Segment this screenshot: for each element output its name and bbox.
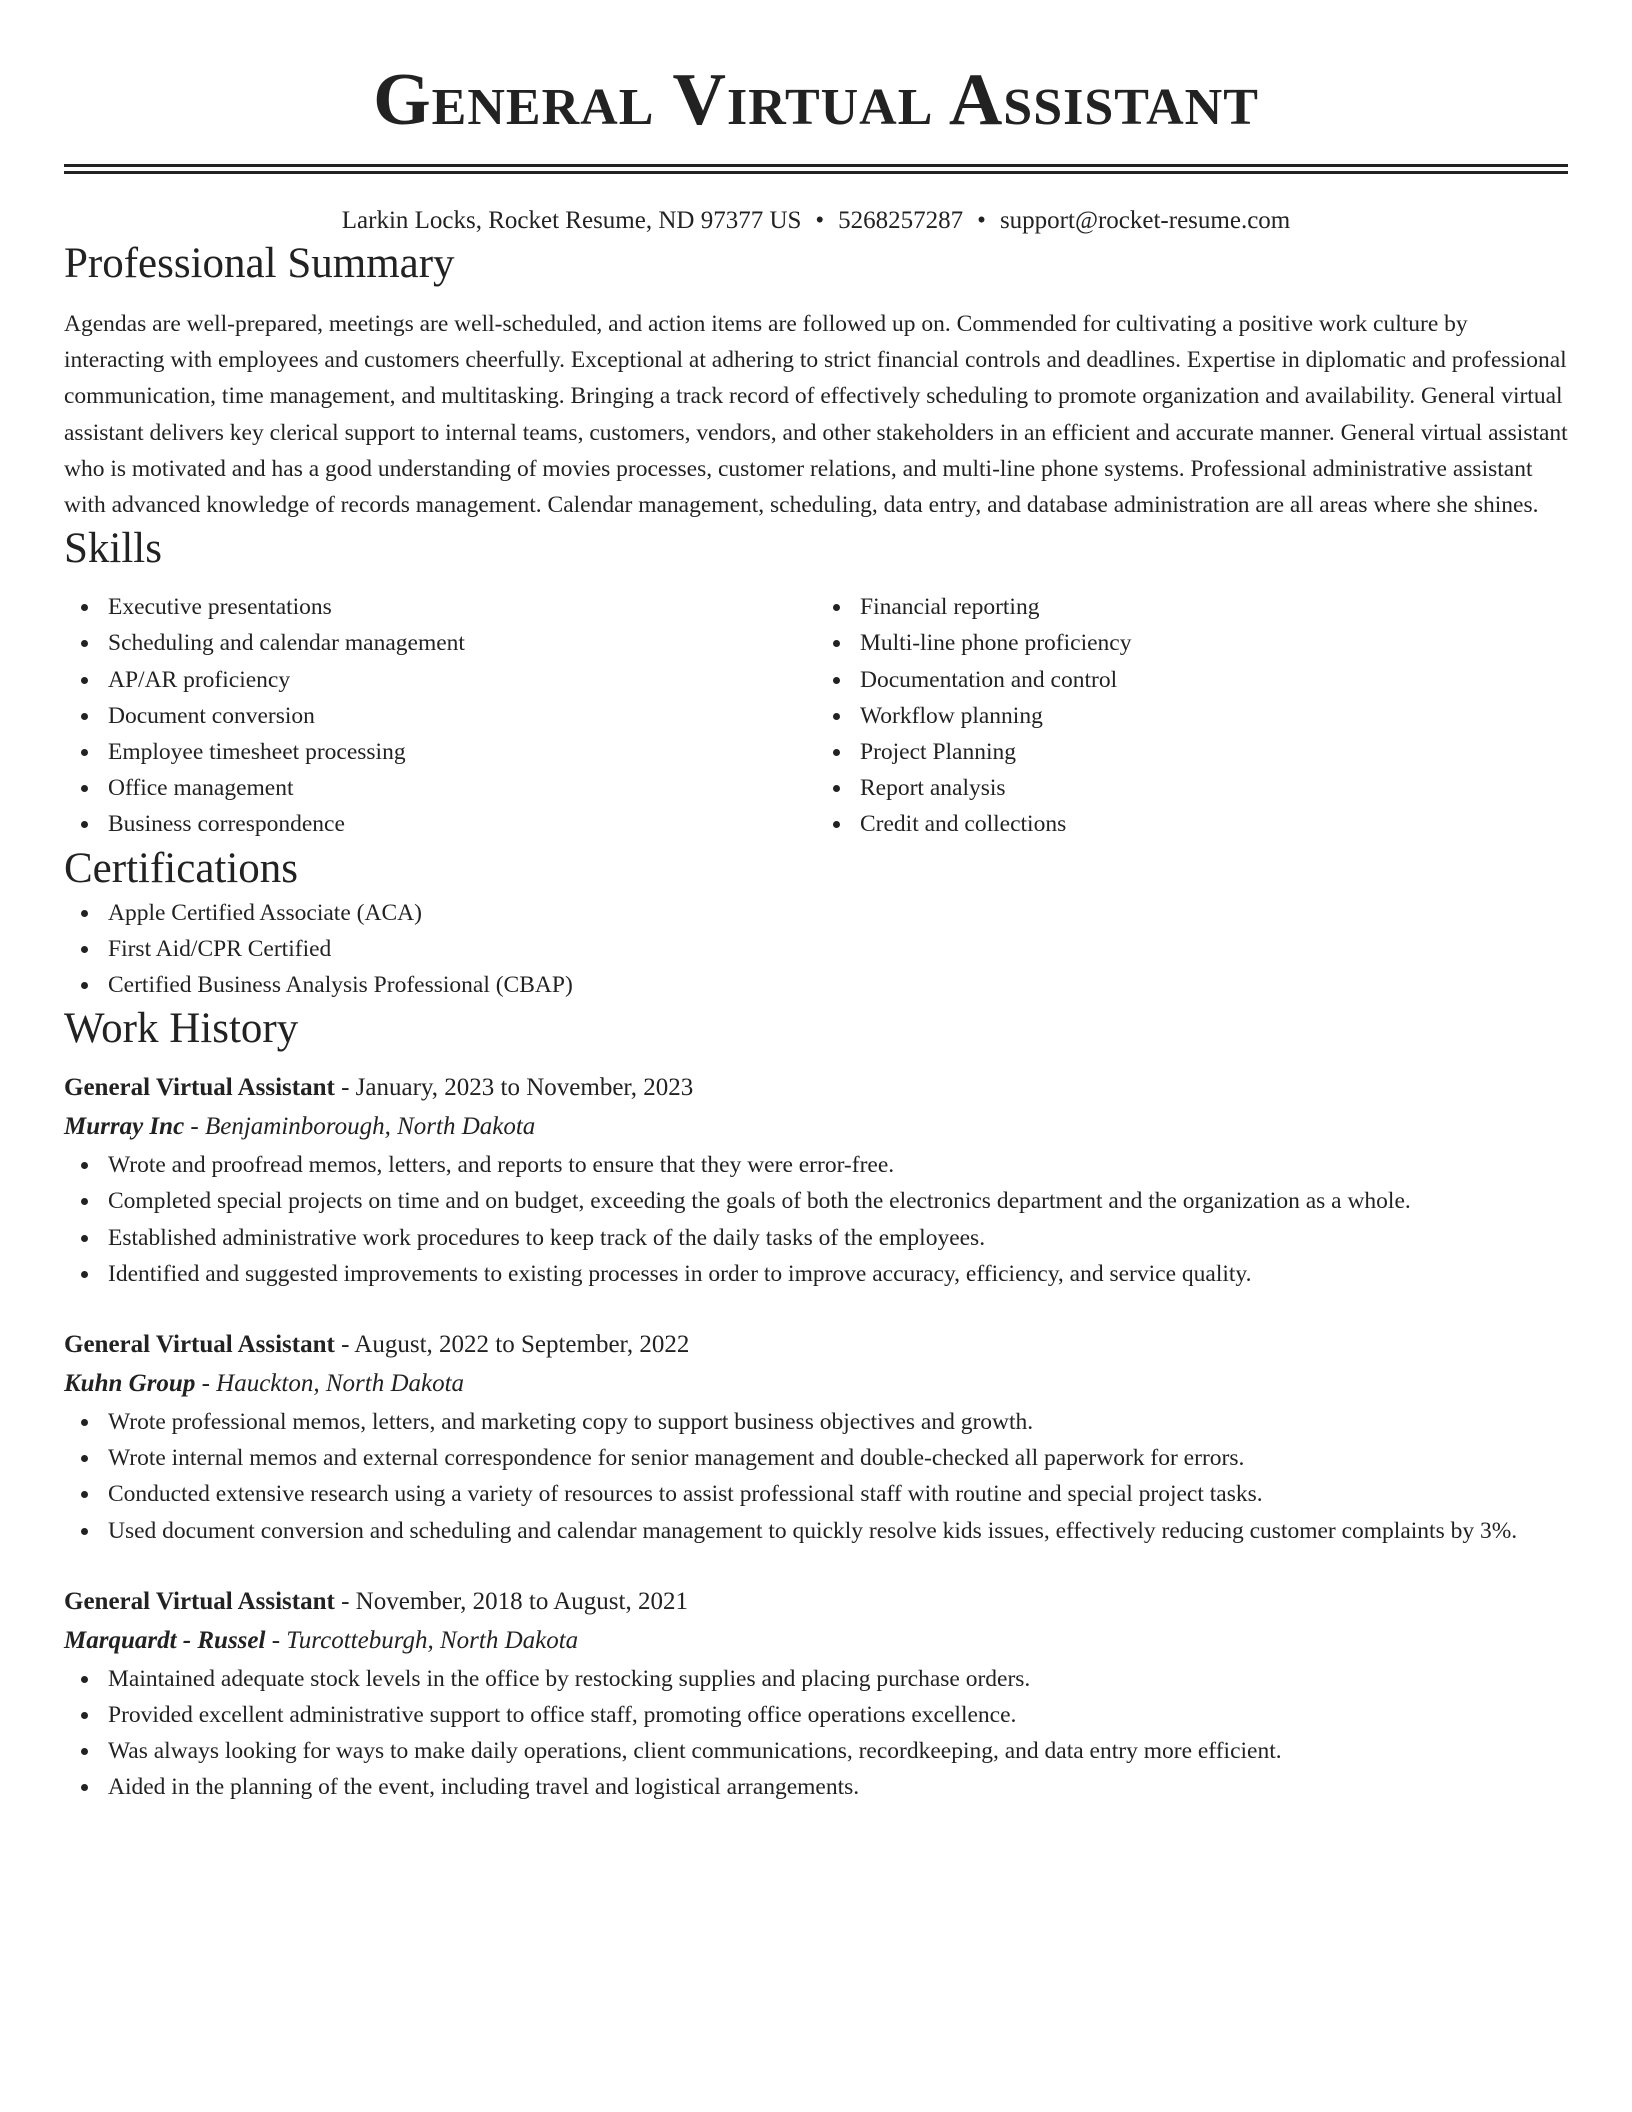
skills-column-right bbox=[816, 589, 1568, 842]
job-bullet-list bbox=[64, 1661, 1568, 1806]
work-history-heading: Work History bbox=[64, 1005, 299, 1053]
job-dates: - August, 2022 to September, 2022 bbox=[334, 1331, 690, 1359]
skill-item: Executive presentations bbox=[108, 589, 816, 625]
company-location: - Hauckton, North Dakota bbox=[195, 1370, 465, 1398]
job-title-line bbox=[64, 1069, 1568, 1107]
company-line bbox=[64, 1364, 1568, 1404]
job-entry bbox=[64, 1583, 1568, 1806]
certification-item: First Aid/CPR Certified bbox=[108, 931, 1568, 967]
skill-item: Financial reporting bbox=[860, 589, 1568, 625]
job-bullet: Wrote and proofread memos, letters, and reports to ensure that they were error-free. bbox=[108, 1147, 1568, 1183]
certifications-list bbox=[64, 895, 1568, 1004]
skill-item: AP/AR proficiency bbox=[108, 662, 816, 698]
skill-item: Business correspondence bbox=[108, 806, 816, 842]
company-name: Marquardt - Russel bbox=[64, 1626, 266, 1654]
certification-item: Apple Certified Associate (ACA) bbox=[108, 895, 1568, 931]
company-line bbox=[64, 1621, 1568, 1661]
summary-text: Agendas are well-prepared, meetings are well-scheduled, and action items are followed up on. Commended for cultivating a positive work culture by interacting with employees and customers cheerfully. Exceptional at adhering to strict financial controls and deadlines. Expertise in diplomatic and professional communication, time management, and multitasking. Bringing a track record of effectively scheduling to promote organization and availability. General virtual assistant delivers key clerical support to internal teams, customers, vendors, and other stakeholders in an efficient and accurate manner. General virtual assistant who is motivated and has a good understanding of movies processes, customer relations, and multi-line phone systems. Professional administrative assistant with advanced knowledge of records management. Calendar management, scheduling, data entry, and database administration are all areas where she shines. bbox=[64, 311, 1568, 519]
skill-item: Employee timesheet processing bbox=[108, 734, 816, 770]
job-bullet: Established administrative work procedures to keep track of the daily tasks of the employees. bbox=[108, 1220, 1568, 1256]
job-bullet: Conducted extensive research using a variety of resources to assist professional staff with routine and special project tasks. bbox=[108, 1476, 1568, 1512]
certifications-heading: Certifications bbox=[64, 844, 299, 892]
job-dates: - November, 2018 to August, 2021 bbox=[334, 1587, 688, 1615]
job-dates: - January, 2023 to November, 2023 bbox=[334, 1074, 694, 1102]
job-bullet: Maintained adequate stock levels in the office by restocking supplies and placing purchase orders. bbox=[108, 1661, 1568, 1697]
job-title-line bbox=[64, 1326, 1568, 1364]
job-bullet-list bbox=[64, 1147, 1568, 1292]
skill-item: Documentation and control bbox=[860, 662, 1568, 698]
contact-email: support@rocket-resume.com bbox=[999, 207, 1291, 234]
skill-item: Workflow planning bbox=[860, 698, 1568, 734]
job-bullet: Aided in the planning of the event, including travel and logistical arrangements. bbox=[108, 1769, 1568, 1805]
job-title: General Virtual Assistant bbox=[64, 1074, 335, 1102]
skills-heading: Skills bbox=[64, 525, 162, 573]
job-bullet: Wrote internal memos and external correspondence for senior management and double-checked all paperwork for errors. bbox=[108, 1440, 1568, 1476]
job-bullet: Completed special projects on time and on budget, exceeding the goals of both the electronics department and the organization as a whole. bbox=[108, 1183, 1568, 1219]
company-line bbox=[64, 1107, 1568, 1147]
skill-item: Project Planning bbox=[860, 734, 1568, 770]
job-entry bbox=[64, 1326, 1568, 1549]
job-title: General Virtual Assistant bbox=[64, 1587, 335, 1615]
job-entry bbox=[64, 1069, 1568, 1292]
summary-heading: Professional Summary bbox=[64, 240, 455, 287]
contact-phone: 5268257287 bbox=[838, 207, 964, 234]
skill-item: Credit and collections bbox=[860, 806, 1568, 842]
job-bullet: Used document conversion and scheduling and calendar management to quickly resolve kids issues, effectively reducing customer complaints by 3%. bbox=[108, 1513, 1568, 1549]
job-bullet: Wrote professional memos, letters, and marketing copy to support business objectives and growth. bbox=[108, 1404, 1568, 1440]
skill-item: Report analysis bbox=[860, 770, 1568, 806]
contact-separator: • bbox=[977, 207, 986, 234]
job-bullet: Was always looking for ways to make daily operations, client communications, recordkeeping, and data entry more efficient. bbox=[108, 1733, 1568, 1769]
skills-grid bbox=[64, 589, 1568, 842]
job-title: General Virtual Assistant bbox=[64, 1331, 335, 1359]
job-bullet: Identified and suggested improvements to existing processes in order to improve accuracy, efficiency, and service quality. bbox=[108, 1256, 1568, 1292]
job-bullet: Provided excellent administrative support to office staff, promoting office operations excellence. bbox=[108, 1697, 1568, 1733]
skill-item: Multi-line phone proficiency bbox=[860, 625, 1568, 661]
company-name: Murray Inc bbox=[64, 1113, 185, 1141]
resume-title: General Virtual Assistant bbox=[373, 59, 1259, 141]
job-title-line bbox=[64, 1583, 1568, 1621]
skill-item: Office management bbox=[108, 770, 816, 806]
skills-column-left bbox=[64, 589, 816, 842]
skill-item: Scheduling and calendar management bbox=[108, 625, 816, 661]
company-location: - Turcotteburgh, North Dakota bbox=[265, 1626, 579, 1654]
title-divider bbox=[64, 164, 1568, 174]
job-bullet-list bbox=[64, 1404, 1568, 1549]
company-name: Kuhn Group bbox=[64, 1370, 196, 1398]
contact-line bbox=[64, 204, 1568, 238]
contact-separator: • bbox=[815, 207, 825, 234]
company-location: - Benjaminborough, North Dakota bbox=[184, 1113, 536, 1141]
skill-item: Document conversion bbox=[108, 698, 816, 734]
certification-item: Certified Business Analysis Professional (CBAP) bbox=[108, 967, 1568, 1003]
contact-address: Larkin Locks, Rocket Resume, ND 97377 US bbox=[341, 207, 802, 234]
